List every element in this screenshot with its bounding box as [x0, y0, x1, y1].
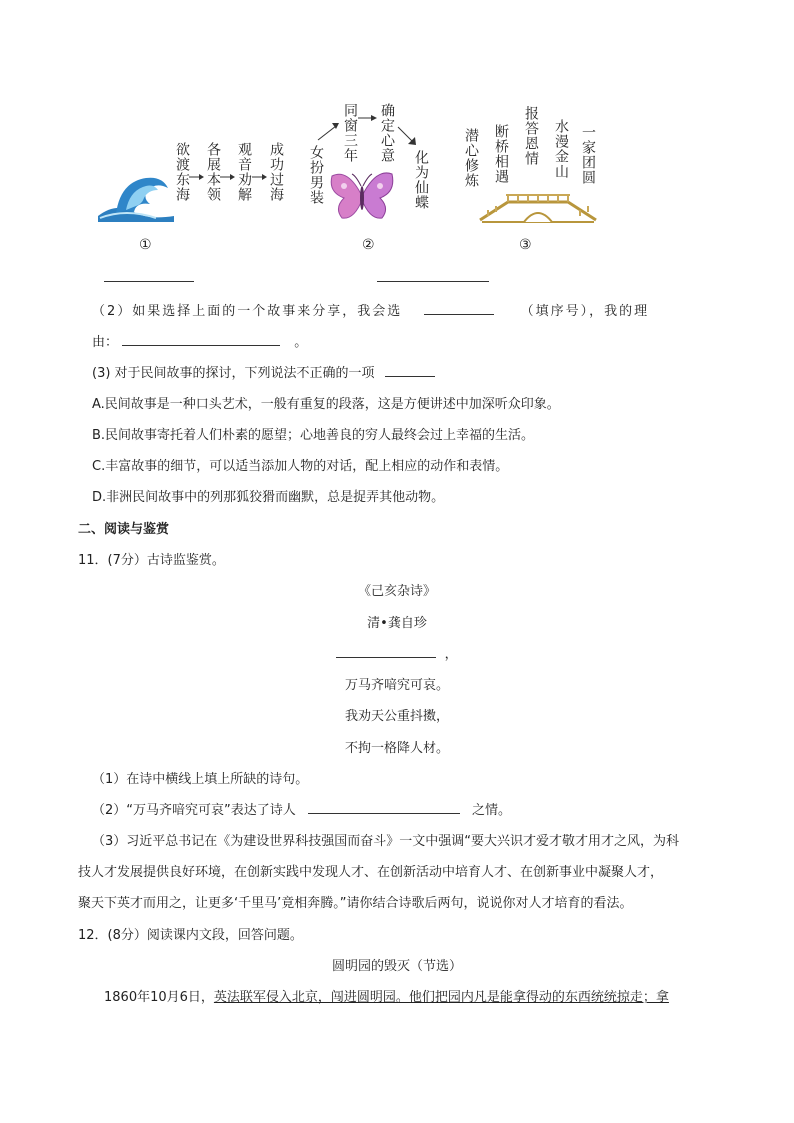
q11-sub1: （1）在诗中横线上填上所缺的诗句。 — [92, 772, 309, 787]
story3-step-5: 一家团圆 — [580, 125, 596, 185]
story3-step-2: 断桥相遇 — [493, 124, 509, 184]
q2-choice-blank[interactable] — [424, 302, 494, 315]
q2-text-b: （填序号），我的理 — [520, 304, 650, 319]
q3-answer-blank[interactable] — [385, 364, 435, 377]
q2-reason-blank[interactable] — [122, 333, 280, 346]
passage-underlined: 英法联军侵入北京，闯进圆明园。他们把园内凡是能拿得动的东西统统掠走；拿 — [213, 990, 669, 1005]
q3-option-b: B.民间故事寄托着人们朴素的愿望；心地善良的穷人最终会过上幸福的生活。 — [92, 428, 535, 443]
story3-step-3: 报答恩情 — [523, 106, 539, 166]
passage-first-line — [104, 986, 669, 1005]
q11-sub2-a: （2）“万马齐喑究可哀”表达了诗人 — [92, 803, 296, 818]
q11-stem: 11．(7分）古诗监鉴赏。 — [78, 553, 225, 568]
poem-blank-line — [0, 643, 794, 662]
arrow-down-right-icon — [396, 125, 418, 147]
story1-step-4: 成功过海 — [268, 142, 284, 202]
q3-option-a: A.民间故事是一种口头艺术，一般有重复的段落，这是方便讲述中加深听众印象。 — [92, 397, 560, 412]
story3-marker: ③ — [519, 237, 532, 253]
poem-author: 清•龚自珍 — [367, 616, 427, 631]
q3-stem-row — [92, 362, 435, 381]
story2-step-2: 同窗三年 — [342, 103, 358, 163]
answer-line-2[interactable] — [377, 281, 489, 282]
story2-step-4: 化为仙蝶 — [413, 150, 429, 210]
story1-step-1: 欲渡东海 — [174, 142, 190, 202]
story2-step-3: 确定心意 — [379, 103, 395, 163]
q2-line-2 — [92, 331, 307, 350]
poem-blank[interactable] — [336, 645, 436, 658]
arrow-right-icon — [219, 172, 237, 182]
q3-option-d: D.非洲民间故事中的列那狐狡猾而幽默，总是捉弄其他动物。 — [92, 490, 445, 505]
answer-line-1[interactable] — [104, 281, 194, 282]
q2-line-1 — [92, 300, 649, 319]
passage-start: 1860年10月6日， — [104, 990, 214, 1005]
arrow-up-right-icon — [316, 120, 342, 142]
q2-text-c: 由： — [92, 335, 119, 350]
bridge-icon — [478, 190, 598, 224]
story1-step-3: 观音劝解 — [236, 142, 252, 202]
story1-marker: ① — [139, 237, 152, 253]
story2-step-1: 女扮男装 — [308, 145, 324, 205]
q3-stem: (3) 对于民间故事的探讨，下列说法不正确的一项 — [92, 366, 375, 381]
q11-sub3-line-3: 聚天下英才而用之，让更多‘千里马’竟相奔腾。”请你结合诗歌后两句，说说你对人才培育的看法。 — [78, 896, 633, 911]
q3-option-c: C.丰富故事的细节，可以适当添加人物的对话，配上相应的动作和表情。 — [92, 459, 509, 474]
q2-text-a: （2）如果选择上面的一个故事来分享，我会选 — [92, 304, 403, 319]
butterfly-icon — [328, 166, 396, 226]
poem-blank-end: ， — [444, 647, 458, 662]
story3-step-4: 水漫金山 — [553, 119, 569, 179]
q12-stem: 12．(8分）阅读课内文段，回答问题。 — [78, 928, 303, 943]
poem-line-3: 我劝天公重抖擞， — [344, 709, 449, 724]
story2-marker: ② — [362, 237, 375, 253]
section-heading: 二、阅读与鉴赏 — [78, 522, 170, 537]
q11-sub3-line-2: 技人才发展提供良好环境，在创新实践中发现人才、在创新活动中培育人才、在创新事业中凝聚人才， — [78, 865, 664, 880]
poem-line-4: 不拘一格降人材。 — [344, 741, 449, 756]
story1-step-2: 各展本领 — [205, 142, 221, 202]
q11-sub3-line-1: （3）习近平总书记在《为建设世界科技强国而奋斗》一文中强调“要大兴识才爱才敬才用才之风，为科 — [92, 834, 680, 849]
story3-step-1: 潜心修炼 — [463, 128, 479, 188]
q2-end: 。 — [294, 335, 308, 350]
arrow-right-icon — [357, 113, 379, 123]
q11-sub2-blank[interactable] — [308, 801, 460, 814]
q11-sub2 — [92, 799, 511, 818]
arrow-right-icon — [251, 172, 269, 182]
poem-line-2: 万马齐喑究可哀。 — [344, 678, 449, 693]
arrow-right-icon — [188, 172, 206, 182]
q11-sub2-b: 之情。 — [472, 803, 512, 818]
wave-icon — [96, 172, 176, 222]
passage-title: 圆明园的毁灭（节选） — [331, 959, 462, 974]
poem-title: 《己亥杂诗》 — [357, 584, 436, 599]
